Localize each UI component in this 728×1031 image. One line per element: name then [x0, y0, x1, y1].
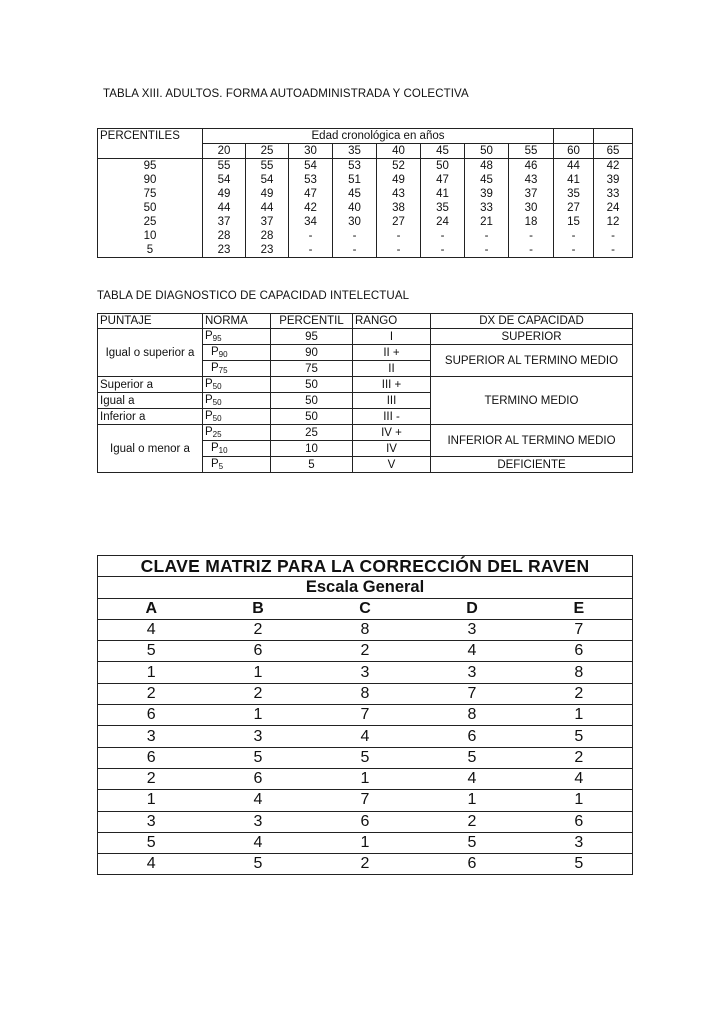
rango-cell: II [353, 361, 431, 377]
table-row [98, 747, 633, 768]
score-cell: 47 [421, 173, 465, 187]
answer-cell: 8 [526, 662, 633, 683]
score-cell: 44 [246, 201, 289, 215]
score-cell: - [465, 243, 509, 258]
answer-cell: 5 [205, 854, 312, 875]
norma-cell [203, 329, 271, 345]
score-cell: 37 [203, 215, 246, 229]
score-cell: 55 [203, 159, 246, 174]
score-cell: 46 [509, 159, 554, 174]
score-cell: 45 [465, 173, 509, 187]
answer-cell: 1 [98, 790, 205, 811]
empty-header-cell [554, 129, 594, 144]
score-cell: 35 [554, 187, 594, 201]
percentil-cell: 5 [271, 457, 353, 473]
norma-subscript: 10 [218, 446, 228, 456]
score-cell: 44 [203, 201, 246, 215]
rango-cell: V [353, 457, 431, 473]
puntaje-cell: Igual a [98, 393, 203, 409]
answer-cell: 3 [526, 832, 633, 853]
table-row [98, 705, 633, 726]
answer-cell: 2 [98, 683, 205, 704]
column-header-row [98, 598, 633, 619]
score-cell: 30 [333, 215, 377, 229]
table-row [98, 641, 633, 662]
score-cell: - [421, 243, 465, 258]
answer-cell: 7 [526, 619, 633, 640]
percentile-cell: 25 [98, 215, 203, 229]
rango-cell: IV + [353, 425, 431, 441]
score-cell: 35 [421, 201, 465, 215]
score-cell: 54 [203, 173, 246, 187]
percentil-cell: 50 [271, 393, 353, 409]
score-cell: - [509, 229, 554, 243]
puntaje-cell: Inferior a [98, 409, 203, 425]
table-row [98, 243, 633, 258]
table-row [98, 377, 633, 393]
score-cell: 45 [333, 187, 377, 201]
answer-cell: 8 [419, 705, 526, 726]
column-header: E [526, 598, 633, 619]
header-percentil: PERCENTIL [271, 314, 353, 329]
percentile-cell: 10 [98, 229, 203, 243]
table-row [98, 187, 633, 201]
percentil-cell: 90 [271, 345, 353, 361]
score-cell: 41 [554, 173, 594, 187]
age-group-header: Edad cronológica en años [203, 129, 554, 144]
answer-cell: 6 [205, 641, 312, 662]
score-cell: 51 [333, 173, 377, 187]
answer-cell: 3 [98, 726, 205, 747]
score-cell: 24 [594, 201, 633, 215]
header-dx: DX DE CAPACIDAD [431, 314, 633, 329]
answer-cell: 1 [312, 768, 419, 789]
answer-cell: 6 [419, 726, 526, 747]
answer-cell: 1 [526, 790, 633, 811]
score-cell: 44 [554, 159, 594, 174]
age-header-cell: 20 [203, 144, 246, 159]
norma-letter: P [205, 378, 213, 391]
header-rango: RANGO [353, 314, 431, 329]
score-cell: - [421, 229, 465, 243]
answer-cell: 5 [312, 747, 419, 768]
rango-cell: IV [353, 441, 431, 457]
percentil-cell: 50 [271, 409, 353, 425]
score-cell: 27 [377, 215, 421, 229]
score-cell: 28 [203, 229, 246, 243]
puntaje-cell: Superior a [98, 377, 203, 393]
age-header-cell: 50 [465, 144, 509, 159]
answer-cell: 5 [419, 832, 526, 853]
score-cell: 39 [594, 173, 633, 187]
age-header-cell: 35 [333, 144, 377, 159]
score-cell: 43 [377, 187, 421, 201]
score-cell: 48 [465, 159, 509, 174]
norma-cell [203, 361, 271, 377]
age-header-cell: 60 [554, 144, 594, 159]
table-row [98, 201, 633, 215]
answer-cell: 2 [205, 683, 312, 704]
score-cell: 53 [333, 159, 377, 174]
answer-cell: 4 [98, 619, 205, 640]
norma-cell [203, 425, 271, 441]
answer-cell: 2 [526, 683, 633, 704]
answer-cell: 7 [312, 705, 419, 726]
table2-title: TABLA DE DIAGNOSTICO DE CAPACIDAD INTELECTUAL [97, 290, 410, 302]
answer-cell: 2 [419, 811, 526, 832]
answer-cell: 6 [98, 747, 205, 768]
norma-subscript: 75 [218, 366, 228, 376]
norma-letter: P [211, 442, 219, 455]
score-cell: 18 [509, 215, 554, 229]
score-cell: - [333, 243, 377, 258]
score-cell: 23 [246, 243, 289, 258]
puntaje-group-1: Igual o superior a [98, 329, 203, 377]
score-cell: 33 [594, 187, 633, 201]
score-cell: 30 [509, 201, 554, 215]
score-cell: 23 [203, 243, 246, 258]
table-row [98, 425, 633, 441]
table-row [98, 768, 633, 789]
percentil-cell: 95 [271, 329, 353, 345]
norma-letter: P [205, 426, 213, 439]
rango-cell: III - [353, 409, 431, 425]
answer-cell: 3 [205, 726, 312, 747]
header-puntaje: PUNTAJE [98, 314, 203, 329]
column-header: A [98, 598, 205, 619]
norma-subscript: 95 [212, 334, 222, 344]
percentile-cell: 95 [98, 159, 203, 174]
column-header: B [205, 598, 312, 619]
answer-cell: 2 [205, 619, 312, 640]
answer-cell: 6 [526, 811, 633, 832]
score-cell: 41 [421, 187, 465, 201]
puntaje-group-3: Igual o menor a [98, 425, 203, 473]
column-header: C [312, 598, 419, 619]
score-cell: 40 [333, 201, 377, 215]
answer-cell: 7 [312, 790, 419, 811]
score-cell: - [465, 229, 509, 243]
table-row [98, 854, 633, 875]
norma-letter: P [205, 394, 213, 407]
column-header: D [419, 598, 526, 619]
answer-cell: 1 [526, 705, 633, 726]
answer-cell: 4 [526, 768, 633, 789]
answer-cell: 3 [312, 662, 419, 683]
norma-letter: P [205, 410, 213, 423]
answer-cell: 1 [205, 662, 312, 683]
score-cell: 53 [289, 173, 333, 187]
norma-cell [203, 441, 271, 457]
answer-cell: 4 [419, 641, 526, 662]
percentil-cell: 75 [271, 361, 353, 377]
score-cell: - [289, 243, 333, 258]
answer-cell: 8 [312, 619, 419, 640]
dx-superior: SUPERIOR [431, 329, 633, 345]
dx-termino-medio: TERMINO MEDIO [431, 377, 633, 425]
score-cell: 42 [594, 159, 633, 174]
score-cell: - [377, 229, 421, 243]
score-cell: 52 [377, 159, 421, 174]
age-header-cell: 25 [246, 144, 289, 159]
score-cell: 49 [377, 173, 421, 187]
answer-cell: 1 [205, 705, 312, 726]
table-row [98, 811, 633, 832]
answer-cell: 5 [526, 854, 633, 875]
table-row [98, 229, 633, 243]
raven-subtitle: Escala General [98, 577, 633, 598]
answer-cell: 1 [312, 832, 419, 853]
table-row [98, 619, 633, 640]
answer-cell: 1 [419, 790, 526, 811]
answer-cell: 7 [419, 683, 526, 704]
rango-cell: III + [353, 377, 431, 393]
score-cell: 54 [246, 173, 289, 187]
norma-letter: P [211, 346, 219, 359]
score-cell: - [594, 243, 633, 258]
score-cell: 55 [246, 159, 289, 174]
age-header-cell: 30 [289, 144, 333, 159]
norma-subscript: 25 [212, 430, 222, 440]
percentil-cell: 50 [271, 377, 353, 393]
score-cell: 21 [465, 215, 509, 229]
score-cell: - [333, 229, 377, 243]
score-cell: - [289, 229, 333, 243]
answer-cell: 6 [526, 641, 633, 662]
score-cell: 54 [289, 159, 333, 174]
raven-key-table [97, 555, 633, 875]
age-header-cell: 40 [377, 144, 421, 159]
norma-letter: P [205, 330, 213, 343]
answer-cell: 5 [205, 747, 312, 768]
table-row [98, 662, 633, 683]
answer-cell: 3 [419, 662, 526, 683]
percentiles-header: PERCENTILES [98, 129, 203, 159]
norma-subscript: 5 [218, 462, 224, 472]
table-row [98, 726, 633, 747]
score-cell: - [594, 229, 633, 243]
answer-cell: 2 [312, 854, 419, 875]
answer-cell: 6 [312, 811, 419, 832]
answer-cell: 4 [205, 790, 312, 811]
percentil-cell: 10 [271, 441, 353, 457]
score-cell: 50 [421, 159, 465, 174]
norma-cell [203, 377, 271, 393]
norma-letter: P [211, 362, 219, 375]
answer-cell: 2 [312, 641, 419, 662]
answer-cell: 3 [98, 811, 205, 832]
empty-header-cell [594, 129, 633, 144]
score-cell: 15 [554, 215, 594, 229]
age-header-cell: 65 [594, 144, 633, 159]
score-cell: 39 [465, 187, 509, 201]
rango-cell: II + [353, 345, 431, 361]
table-row [98, 832, 633, 853]
dx-inferior-medio: INFERIOR AL TERMINO MEDIO [431, 425, 633, 457]
rango-cell: III [353, 393, 431, 409]
raven-title: CLAVE MATRIZ PARA LA CORRECCIÓN DEL RAVEN [98, 556, 633, 577]
table-row [98, 790, 633, 811]
score-cell: 43 [509, 173, 554, 187]
norma-subscript: 50 [212, 414, 222, 424]
score-cell: 37 [246, 215, 289, 229]
diagnostic-table [97, 313, 633, 473]
score-cell: 49 [246, 187, 289, 201]
norma-cell [203, 345, 271, 361]
answer-cell: 6 [98, 705, 205, 726]
answer-cell: 4 [312, 726, 419, 747]
score-cell: 47 [289, 187, 333, 201]
answer-cell: 2 [98, 768, 205, 789]
percentile-cell: 75 [98, 187, 203, 201]
score-cell: 49 [203, 187, 246, 201]
score-cell: 28 [246, 229, 289, 243]
dx-deficiente: DEFICIENTE [431, 457, 633, 473]
table-row [98, 159, 633, 174]
answer-cell: 6 [205, 768, 312, 789]
score-cell: - [509, 243, 554, 258]
dx-superior-medio: SUPERIOR AL TERMINO MEDIO [431, 345, 633, 377]
norma-subscript: 50 [212, 382, 222, 392]
score-cell: - [554, 229, 594, 243]
answer-cell: 8 [312, 683, 419, 704]
age-header-cell: 55 [509, 144, 554, 159]
percentile-cell: 50 [98, 201, 203, 215]
score-cell: 34 [289, 215, 333, 229]
norma-letter: P [211, 458, 219, 471]
rango-cell: I [353, 329, 431, 345]
answer-cell: 5 [526, 726, 633, 747]
age-header-cell: 45 [421, 144, 465, 159]
norma-cell [203, 457, 271, 473]
score-cell: 12 [594, 215, 633, 229]
percentile-cell: 90 [98, 173, 203, 187]
answer-cell: 4 [419, 768, 526, 789]
norma-subscript: 50 [212, 398, 222, 408]
answer-cell: 3 [419, 619, 526, 640]
percentile-cell: 5 [98, 243, 203, 258]
answer-cell: 3 [205, 811, 312, 832]
header-norma: NORMA [203, 314, 271, 329]
table-row [98, 683, 633, 704]
score-cell: 38 [377, 201, 421, 215]
score-cell: 37 [509, 187, 554, 201]
answer-cell: 4 [205, 832, 312, 853]
percentil-cell: 25 [271, 425, 353, 441]
table-row [98, 173, 633, 187]
answer-cell: 4 [98, 854, 205, 875]
answer-cell: 5 [98, 832, 205, 853]
answer-cell: 5 [98, 641, 205, 662]
table1-title: TABLA XIII. ADULTOS. FORMA AUTOADMINISTRADA Y COLECTIVA [103, 88, 469, 100]
answer-cell: 1 [98, 662, 205, 683]
score-cell: - [554, 243, 594, 258]
norma-subscript: 90 [218, 350, 228, 360]
score-cell: 27 [554, 201, 594, 215]
table-row [98, 215, 633, 229]
table-row [98, 329, 633, 345]
answer-cell: 5 [419, 747, 526, 768]
norma-cell [203, 409, 271, 425]
answer-cell: 6 [419, 854, 526, 875]
score-cell: 33 [465, 201, 509, 215]
norma-cell [203, 393, 271, 409]
answer-cell: 2 [526, 747, 633, 768]
score-cell: 42 [289, 201, 333, 215]
score-cell: - [377, 243, 421, 258]
percentile-table [97, 128, 633, 258]
score-cell: 24 [421, 215, 465, 229]
